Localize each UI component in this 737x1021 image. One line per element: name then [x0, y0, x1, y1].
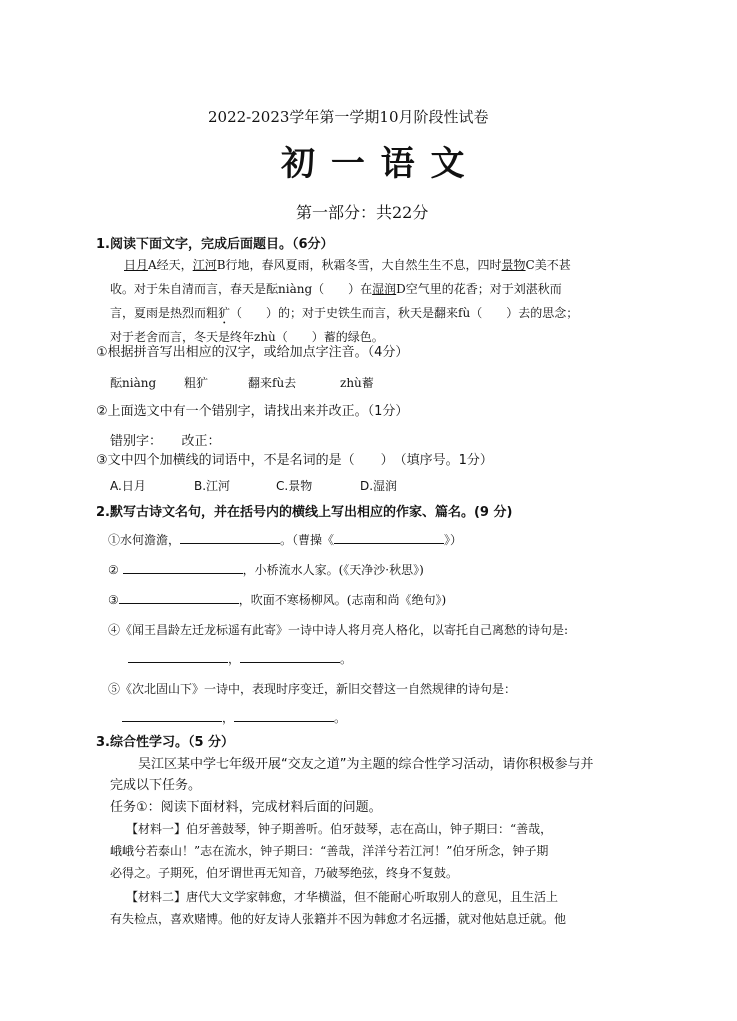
q2-item-5-period: 。: [334, 711, 347, 725]
q3-material-1-line-1: 【材料一】伯牙善鼓琴，钟子期善听。伯牙鼓琴，志在高山，钟子期曰：“善哉，: [126, 822, 553, 836]
q2-item-5-blank-2[interactable]: [234, 709, 334, 722]
q2-item-3-blank[interactable]: [119, 591, 239, 604]
passage-segment: 收。对于朱自清而言，春天是酝niàng（ ）在: [110, 282, 373, 296]
q2-item-5-comma: ，: [222, 711, 235, 725]
q2-item-2-text: ，小桥流水人家。(《天净沙·秋思》): [242, 563, 424, 577]
q2-item-2-blank[interactable]: [123, 561, 243, 574]
q1-passage-line-3: [110, 304, 578, 327]
q2-item-5-blank-1[interactable]: [122, 709, 222, 722]
q2-item-1: [108, 531, 462, 548]
q1-passage-line-2: [110, 280, 562, 297]
passage-segment: A经天，: [148, 258, 193, 272]
q2-item-4: ④《闻王昌龄左迁龙标遥有此寄》一诗中诗人将月亮人格化，以寄托自己离愁的诗句是:: [108, 623, 569, 637]
q1-sub1-item-1: 酝niàng: [110, 376, 157, 390]
q1-sub1: ①根据拼音写出相应的汉字，或给加点字注音。（4分）: [96, 345, 409, 360]
q2-item-1-close: 》）: [444, 533, 463, 547]
q1-passage-line-4: 对于老舍而言，冬天是终年zhù（ ）蓄的绿色。: [110, 330, 384, 344]
part-title: 第一部分：共22分: [296, 203, 429, 222]
q1-sub1-item-4: zhù蓄: [340, 376, 374, 390]
q2-item-5: ⑤《次北固山下》一诗中，表现时序变迁，新旧交替这一自然规律的诗句是：: [108, 682, 517, 696]
q2-item-4-period: 。: [340, 652, 353, 666]
q1-passage-line-1: [124, 256, 571, 273]
q3-task-1: 任务①：阅读下面材料，完成材料后面的问题。: [110, 800, 382, 815]
q1-sub3: ③文中四个加横线的词语中，不是名词的是（ ） （填序号。1分）: [96, 453, 493, 468]
q2-item-4-answer: [128, 650, 352, 667]
underlined-word-c: 景物: [501, 258, 526, 272]
underlined-word-b: 江河: [192, 258, 217, 272]
q2-item-4-blank-2[interactable]: [240, 650, 340, 663]
q2-item-3: [108, 591, 446, 608]
dotted-char-kuang: 犷: [218, 306, 231, 320]
q1-sub1-item-3: 翻来fù去: [248, 376, 297, 390]
q3-heading: 3.综合性学习。（5 分）: [96, 735, 235, 750]
exam-title: 2022-2023学年第一学期10月阶段性试卷: [208, 108, 489, 126]
underlined-word-d: 湿润: [372, 282, 397, 296]
q2-item-1-start: ①水何澹澹，: [108, 533, 181, 547]
passage-segment: D空气里的花香；对于刘湛秋而: [396, 282, 562, 296]
q2-heading: 2.默写古诗文名句，并在括号内的横线上写出相应的作家、篇名。(9 分): [96, 505, 513, 520]
q2-item-2: [108, 561, 424, 578]
subject-title: 初 一 语 文: [281, 144, 467, 184]
passage-segment: （ ）的；对于史铁生而言，秋天是翻来fù（ ）去的思念；: [230, 306, 579, 320]
q2-item-3-text: ，吹面不寒杨柳风。(志南和尚《绝句》): [238, 593, 447, 607]
q3-intro-line-2: 完成以下任务。: [110, 778, 202, 793]
passage-segment: B行地，春风夏雨，秋霜冬雪，大自然生生不息，四时: [216, 258, 502, 272]
q2-item-4-comma: ，: [228, 652, 241, 666]
q2-item-5-answer: [122, 709, 346, 726]
q3-material-2-line-1: 【材料二】唐代大文学家韩愈，才华横溢，但不能耐心听取别人的意见，且生活上: [126, 890, 559, 904]
q1-option-c: C.景物: [276, 479, 313, 493]
q2-item-1-source: 。（曹操《: [280, 533, 335, 547]
q1-option-d: D.湿润: [360, 479, 398, 493]
passage-segment: C美不甚: [525, 258, 571, 272]
q2-item-3-num: ③: [108, 593, 119, 607]
q3-intro-line-1: 吴江区某中学七年级开展“交友之道”为主题的综合性学习活动，请你积极参与并: [138, 757, 594, 772]
passage-segment: 言，夏雨是热烈而粗: [110, 306, 219, 320]
q2-item-1-title-blank[interactable]: [334, 531, 444, 544]
q3-material-1-line-3: 必得之。子期死，伯牙谓世再无知音，乃破琴绝弦，终身不复鼓。: [110, 866, 459, 880]
q2-item-4-blank-1[interactable]: [128, 650, 228, 663]
q3-material-1-line-2: 峨峨兮若泰山！”志在流水，钟子期曰：“善哉，洋洋兮若江河！”伯牙所念，钟子期: [110, 844, 549, 858]
q1-sub2-answer-label: 错别字： 改正：: [110, 434, 221, 449]
q1-sub2: ②上面选文中有一个错别字，请找出来并改正。（1分）: [96, 404, 409, 419]
q2-item-1-blank[interactable]: [180, 531, 280, 544]
q3-material-2-line-2: 有失检点，喜欢赌博。他的好友诗人张籍并不因为韩愈才名远播，就对他姑息迁就。他: [110, 912, 567, 926]
q1-heading: 1.阅读下面文字，完成后面题目。（6分）: [96, 237, 334, 252]
underlined-word-a: 日月: [124, 258, 149, 272]
q1-sub1-item-2: 粗犷: [184, 376, 209, 390]
q2-item-2-num: ②: [108, 563, 119, 577]
q1-option-b: B.江河: [194, 479, 231, 493]
q1-option-a: A.日月: [110, 479, 146, 493]
